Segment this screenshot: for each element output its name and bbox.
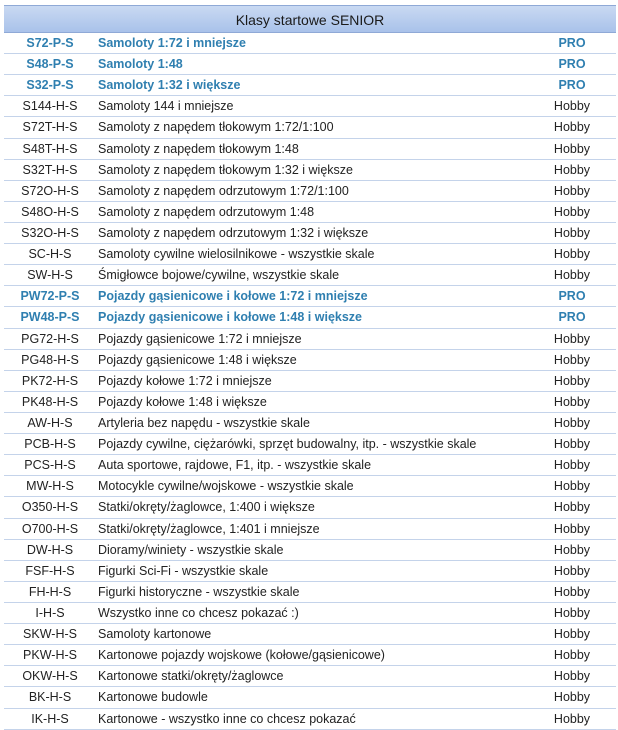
- table-row: [4, 370, 616, 391]
- table-row: [4, 687, 616, 708]
- table-row: [4, 244, 616, 265]
- class-name: Wszystko inne co chcesz pokazać :): [96, 602, 528, 623]
- table-row: [4, 497, 616, 518]
- class-level: Hobby: [528, 539, 616, 560]
- table-row: [4, 117, 616, 138]
- class-level: Hobby: [528, 455, 616, 476]
- class-code: PK72-H-S: [4, 370, 96, 391]
- class-level: Hobby: [528, 391, 616, 412]
- table-row: [4, 328, 616, 349]
- table-row: [4, 159, 616, 180]
- class-level: Hobby: [528, 370, 616, 391]
- class-name: Kartonowe statki/okręty/żaglowce: [96, 666, 528, 687]
- class-level: Hobby: [528, 180, 616, 201]
- class-code: IK-H-S: [4, 708, 96, 729]
- class-level: Hobby: [528, 602, 616, 623]
- class-level: PRO: [528, 75, 616, 96]
- class-code: S48O-H-S: [4, 201, 96, 222]
- class-name: Kartonowe pojazdy wojskowe (kołowe/gąsienicowe): [96, 645, 528, 666]
- class-level: PRO: [528, 33, 616, 54]
- class-name: Samoloty cywilne wielosilnikowe - wszystkie skale: [96, 244, 528, 265]
- table-row: [4, 54, 616, 75]
- class-level: PRO: [528, 54, 616, 75]
- class-code: S144-H-S: [4, 96, 96, 117]
- class-level: Hobby: [528, 497, 616, 518]
- table-row: [4, 412, 616, 433]
- class-level: Hobby: [528, 476, 616, 497]
- class-name: Pojazdy kołowe 1:72 i mniejsze: [96, 370, 528, 391]
- class-code: S72O-H-S: [4, 180, 96, 201]
- class-code: FH-H-S: [4, 581, 96, 602]
- class-code: O700-H-S: [4, 518, 96, 539]
- table-row: [4, 180, 616, 201]
- class-name: Samoloty z napędem tłokowym 1:48: [96, 138, 528, 159]
- table-row: [4, 708, 616, 729]
- classes-table-body: [4, 33, 616, 730]
- class-name: Artyleria bez napędu - wszystkie skale: [96, 412, 528, 433]
- class-name: Pojazdy gąsienicowe 1:48 i większe: [96, 349, 528, 370]
- class-code: I-H-S: [4, 602, 96, 623]
- class-level: Hobby: [528, 687, 616, 708]
- class-name: Samoloty 144 i mniejsze: [96, 96, 528, 117]
- class-level: Hobby: [528, 201, 616, 222]
- class-name: Kartonowe - wszystko inne co chcesz pokazać: [96, 708, 528, 729]
- class-level: Hobby: [528, 222, 616, 243]
- class-name: Statki/okręty/żaglowce, 1:401 i mniejsze: [96, 518, 528, 539]
- class-level: Hobby: [528, 708, 616, 729]
- class-code: S32T-H-S: [4, 159, 96, 180]
- class-level: Hobby: [528, 624, 616, 645]
- table-row: [4, 476, 616, 497]
- class-level: Hobby: [528, 96, 616, 117]
- class-level: Hobby: [528, 244, 616, 265]
- table-row: [4, 434, 616, 455]
- class-name: Pojazdy gąsienicowe i kołowe 1:72 i mniejsze: [96, 286, 528, 307]
- table-row: [4, 539, 616, 560]
- class-level: Hobby: [528, 328, 616, 349]
- table-row: [4, 624, 616, 645]
- class-code: PW72-P-S: [4, 286, 96, 307]
- class-name: Samoloty z napędem tłokowym 1:32 i większe: [96, 159, 528, 180]
- class-code: PKW-H-S: [4, 645, 96, 666]
- class-level: Hobby: [528, 138, 616, 159]
- senior-classes-table: [4, 5, 616, 730]
- table-row: [4, 666, 616, 687]
- class-name: Kartonowe budowle: [96, 687, 528, 708]
- class-level: Hobby: [528, 560, 616, 581]
- class-name: Pojazdy gąsienicowe 1:72 i mniejsze: [96, 328, 528, 349]
- class-code: SC-H-S: [4, 244, 96, 265]
- class-name: Figurki historyczne - wszystkie skale: [96, 581, 528, 602]
- table-row: [4, 581, 616, 602]
- table-row: [4, 455, 616, 476]
- class-code: FSF-H-S: [4, 560, 96, 581]
- class-level: Hobby: [528, 434, 616, 455]
- class-name: Figurki Sci-Fi - wszystkie skale: [96, 560, 528, 581]
- class-level: Hobby: [528, 581, 616, 602]
- class-name: Samoloty z napędem odrzutowym 1:48: [96, 201, 528, 222]
- class-code: OKW-H-S: [4, 666, 96, 687]
- table-row: [4, 349, 616, 370]
- table-row: [4, 286, 616, 307]
- class-code: PW48-P-S: [4, 307, 96, 328]
- class-name: Dioramy/winiety - wszystkie skale: [96, 539, 528, 560]
- class-name: Auta sportowe, rajdowe, F1, itp. - wszystkie skale: [96, 455, 528, 476]
- table-rows: [4, 33, 616, 729]
- table-row: [4, 265, 616, 286]
- table-row: [4, 75, 616, 96]
- table-row: [4, 645, 616, 666]
- class-code: PK48-H-S: [4, 391, 96, 412]
- class-code: AW-H-S: [4, 412, 96, 433]
- table-row: [4, 560, 616, 581]
- table-row: [4, 518, 616, 539]
- class-name: Samoloty 1:48: [96, 54, 528, 75]
- class-name: Śmigłowce bojowe/cywilne, wszystkie skale: [96, 265, 528, 286]
- class-name: Motocykle cywilne/wojskowe - wszystkie skale: [96, 476, 528, 497]
- table-title: Klasy startowe SENIOR: [4, 5, 616, 33]
- class-code: SKW-H-S: [4, 624, 96, 645]
- class-code: PG48-H-S: [4, 349, 96, 370]
- class-code: S48-P-S: [4, 54, 96, 75]
- class-name: Samoloty z napędem odrzutowym 1:72/1:100: [96, 180, 528, 201]
- class-level: Hobby: [528, 518, 616, 539]
- table-row: [4, 222, 616, 243]
- class-level: PRO: [528, 307, 616, 328]
- class-code: SW-H-S: [4, 265, 96, 286]
- table-row: [4, 138, 616, 159]
- class-code: MW-H-S: [4, 476, 96, 497]
- class-name: Samoloty z napędem tłokowym 1:72/1:100: [96, 117, 528, 138]
- class-code: S72T-H-S: [4, 117, 96, 138]
- class-name: Samoloty 1:32 i większe: [96, 75, 528, 96]
- class-name: Samoloty kartonowe: [96, 624, 528, 645]
- class-code: S72-P-S: [4, 33, 96, 54]
- class-level: Hobby: [528, 349, 616, 370]
- table-row: [4, 96, 616, 117]
- class-name: Pojazdy kołowe 1:48 i większe: [96, 391, 528, 412]
- class-code: O350-H-S: [4, 497, 96, 518]
- class-level: Hobby: [528, 159, 616, 180]
- class-name: Statki/okręty/żaglowce, 1:400 i większe: [96, 497, 528, 518]
- class-code: PCS-H-S: [4, 455, 96, 476]
- class-level: Hobby: [528, 645, 616, 666]
- class-code: DW-H-S: [4, 539, 96, 560]
- class-name: Pojazdy cywilne, ciężarówki, sprzęt budowalny, itp. - wszystkie skale: [96, 434, 528, 455]
- table-row: [4, 307, 616, 328]
- class-level: PRO: [528, 286, 616, 307]
- class-code: S48T-H-S: [4, 138, 96, 159]
- class-level: Hobby: [528, 412, 616, 433]
- class-code: PCB-H-S: [4, 434, 96, 455]
- table-row: [4, 33, 616, 54]
- class-code: PG72-H-S: [4, 328, 96, 349]
- table-row: [4, 602, 616, 623]
- class-name: Samoloty 1:72 i mniejsze: [96, 33, 528, 54]
- class-name: Pojazdy gąsienicowe i kołowe 1:48 i większe: [96, 307, 528, 328]
- class-code: S32O-H-S: [4, 222, 96, 243]
- table-row: [4, 201, 616, 222]
- class-code: BK-H-S: [4, 687, 96, 708]
- class-level: Hobby: [528, 666, 616, 687]
- class-name: Samoloty z napędem odrzutowym 1:32 i większe: [96, 222, 528, 243]
- class-level: Hobby: [528, 265, 616, 286]
- class-level: Hobby: [528, 117, 616, 138]
- table-row: [4, 391, 616, 412]
- class-code: S32-P-S: [4, 75, 96, 96]
